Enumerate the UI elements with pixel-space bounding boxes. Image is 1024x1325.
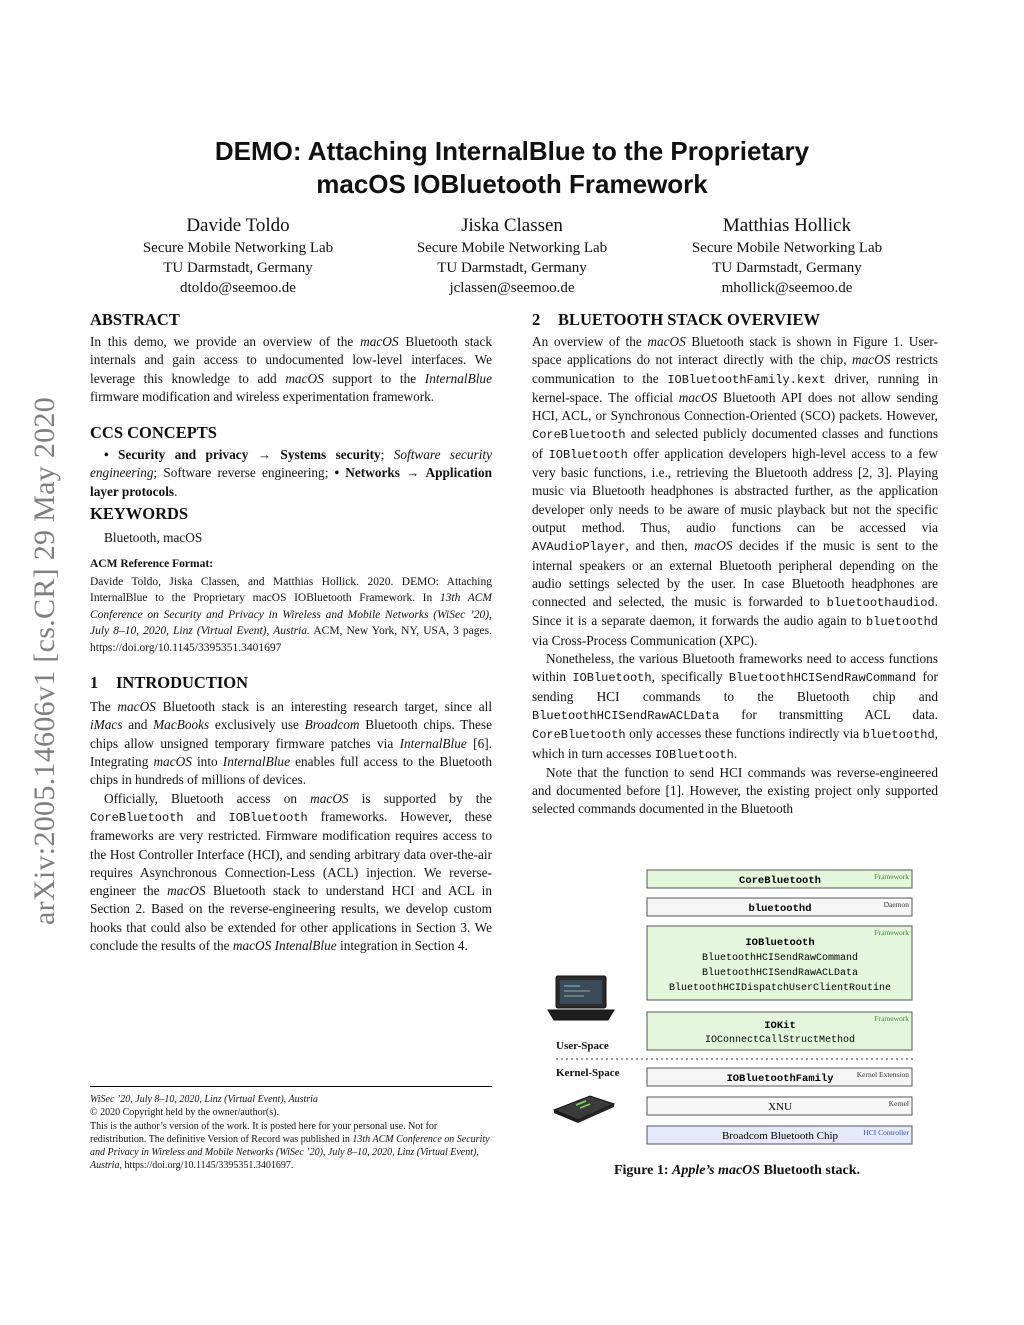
- right-column: [532, 309, 938, 819]
- layer-broadcom-chip: [647, 1126, 912, 1144]
- introduction-heading: 1 INTRODUCTION: [90, 673, 249, 693]
- author-university: TU Darmstadt, Germany: [712, 260, 862, 276]
- author-email[interactable]: mhollick@seemoo.de: [721, 280, 853, 296]
- overview-paragraph-1: An overview of the macOS Bluetooth stack is shown in Figure 1. User-space applications do not interact directly with the chip, macOS restricts communication to the IOBluetoothFamily.kext driver, running in kernel-space. The official macOS Bluetooth API does not allow sending HCI, ACL, or Synchronous Connection-Oriented (SCO) packets. However, CoreBluetooth and selected publicly documented classes and functions of IOBluetooth offer application developers high-level access to a few very basic functions, i.e., retrieving the Bluetooth address [2, 3]. Playing music via Bluetooth headphones is abstracted further, as the application developer only needs to be aware of music playback but not the specific output method. Thus, audio functions can be accessed via AVAudioPlayer, and then, macOS decides if the music is sent to the internal speakers or an external Bluetooth peripheral depending on the audio settings selected by the user. In case Bluetooth headphones are connected and selected, the music is forwarded to bluetoothaudiod. Since it is a separate daemon, it forwards the audio again to bluetoothd via Cross-Process Communication (XPC).: [532, 334, 939, 648]
- abstract-heading: ABSTRACT: [90, 310, 180, 329]
- arxiv-stamp: arXiv:2005.14606v1 [cs.CR] 29 May 2020: [28, 396, 61, 925]
- footnote-notice: This is the author’s version of the work. It is posted here for your personal use. Not for redistribution. The definitive Version of Record was published in 13th ACM Conference on Security and Privacy in Wireless and Mobile Networks (WiSec ’20), July 8–10, 2020, Linz (Virtual Event), Austria, https://doi.org/10.1145/3395351.3401697.: [90, 1120, 490, 1172]
- figure-caption: Figure 1: Apple’s macOS Bluetooth stack.: [613, 1163, 861, 1178]
- layer-title: XNU: [768, 1101, 792, 1113]
- layer-function: BluetoothHCISendRawACLData: [701, 968, 859, 979]
- keywords-text: Bluetooth, macOS: [104, 530, 203, 546]
- author-lab: Secure Mobile Networking Lab: [691, 240, 883, 256]
- bluetooth-stack-diagram: [540, 860, 940, 1160]
- layer-function: BluetoothHCIDispatchUserClientRoutine: [668, 983, 892, 994]
- intro-paragraph-1: The macOS Bluetooth stack is an interesting research target, since all iMacs and MacBooks exclusively use Broadcom Bluetooth chips. These chips allow unsigned temporary firmware patches via InternalBlue [6]. Integrating macOS into InternalBlue enables full access to the Bluetooth chips in hundreds of millions of devices.: [90, 699, 493, 788]
- user-space-label: User-Space: [556, 1040, 609, 1052]
- author-lab: Secure Mobile Networking Lab: [142, 240, 334, 256]
- acm-reference-text: Davide Toldo, Jiska Classen, and Matthias Hollick. 2020. DEMO: Attaching InternalBlue to the Proprietary macOS IOBluetooth Framework. In 13th ACM Conference on Security and Privacy in Wireless and Mobile Networks (WiSec ’20), July 8–10, 2020, Linz (Virtual Event), Austria. ACM, New York, NY, USA, 3 pages. https://doi.org/10.1145/3395351.3401697: [90, 575, 492, 654]
- layer-iokit: [647, 1012, 912, 1050]
- author-name: Matthias Hollick: [722, 215, 852, 236]
- author-block: [372, 214, 652, 298]
- title-line-1: DEMO: Attaching InternalBlue to the Proprietary: [214, 136, 810, 166]
- layer-bluetoothd: [647, 898, 912, 916]
- title-line-2: macOS IOBluetooth Framework: [316, 169, 708, 199]
- layer-corebluetooth: [647, 870, 912, 888]
- author-email[interactable]: dtoldo@seemoo.de: [180, 280, 296, 296]
- layer-title: CoreBluetooth: [739, 875, 821, 887]
- paper-title: [90, 135, 934, 201]
- layer-tag: Framework: [874, 1014, 909, 1023]
- layer-title: IOBluetoothFamily: [726, 1073, 834, 1085]
- author-university: TU Darmstadt, Germany: [163, 260, 313, 276]
- layer-xnu: [647, 1097, 912, 1115]
- layer-iobluetooth: [647, 926, 912, 1000]
- copyright-footnote: [90, 1086, 492, 1173]
- laptop-icon: [548, 976, 614, 1020]
- keywords-heading: KEYWORDS: [90, 504, 189, 524]
- author-name: Jiska Classen: [461, 215, 563, 236]
- layer-title: IOBluetooth: [745, 937, 815, 949]
- layer-title: IOKit: [764, 1020, 796, 1032]
- layer-iobluetoothfamily: [647, 1068, 912, 1086]
- left-column: [90, 309, 492, 955]
- kernel-space-label: Kernel-Space: [556, 1067, 620, 1079]
- layer-tag: Daemon: [883, 900, 909, 909]
- acm-reference-heading: ACM Reference Format:: [90, 558, 214, 571]
- layer-tag: Framework: [874, 872, 909, 881]
- overview-paragraph-3: Note that the function to send HCI commands was reverse-engineered and documented before [1]. However, the existing project only supported selected commands documented in the Bluetooth: [532, 764, 938, 817]
- intro-paragraph-2: Officially, Bluetooth access on macOS is supported by the CoreBluetooth and IOBluetooth frameworks. However, these frameworks are very restricted. Firmware modification requires access to the Host Controller Interface (HCI), and sending arbitrary data over-the-air requires Asynchronous Connection-Less (ACL) injection. We reverse-engineer the macOS Bluetooth stack to understand HCI and ACL in Section 2. Based on the reverse-engineering results, we develop custom hooks that could also be extended for other applications in Section 3. We conclude the results of the macOS IntenalBlue integration in Section 4.: [90, 790, 493, 954]
- layer-title: Broadcom Bluetooth Chip: [721, 1130, 839, 1142]
- author-university: TU Darmstadt, Germany: [437, 260, 587, 276]
- layer-title: bluetoothd: [748, 903, 812, 915]
- bluetooth-chip-icon: [554, 1096, 614, 1123]
- layer-tag: HCI Controller: [863, 1128, 909, 1137]
- author-email[interactable]: jclassen@seemoo.de: [449, 280, 575, 296]
- author-name: Davide Toldo: [186, 215, 290, 236]
- author-lab: Secure Mobile Networking Lab: [416, 240, 608, 256]
- footnote-copyright: © 2020 Copyright held by the owner/author(s).: [90, 1107, 279, 1119]
- footnote-venue: WiSec ’20, July 8–10, 2020, Linz (Virtual Event), Austria: [90, 1094, 318, 1105]
- layer-function: BluetoothHCISendRawCommand: [701, 953, 859, 964]
- author-block: [98, 214, 378, 298]
- abstract-text: In this demo, we provide an overview of the macOS Bluetooth stack internals and gain access to undocumented low-level interfaces. We leverage this knowledge to add macOS support to the InternalBlue firmware modification and wireless experimentation framework.: [90, 334, 493, 404]
- ccs-text: • Security and privacy → Systems security; Software security engineering; Software reverse engineering; • Networks → Application layer protocols.: [90, 447, 492, 499]
- author-block: [647, 214, 927, 298]
- ccs-heading: CCS CONCEPTS: [90, 423, 217, 443]
- layer-function: IOConnectCallStructMethod: [704, 1035, 856, 1046]
- layer-tag: Kernel Extension: [856, 1070, 909, 1079]
- overview-paragraph-2: Nonetheless, the various Bluetooth frameworks need to access functions within IOBluetooth, specifically BluetoothHCISendRawCommand for sending HCI commands to the Bluetooth chip and BluetoothHCISendRawACLData for transmitting ACL data. CoreBluetooth only accesses these functions indirectly via bluetoothd, which in turn accesses IOBluetooth.: [532, 651, 938, 762]
- overview-heading: 2 BLUETOOTH STACK OVERVIEW: [532, 310, 820, 329]
- layer-tag: Framework: [874, 928, 909, 937]
- layer-tag: Kernel: [888, 1099, 909, 1108]
